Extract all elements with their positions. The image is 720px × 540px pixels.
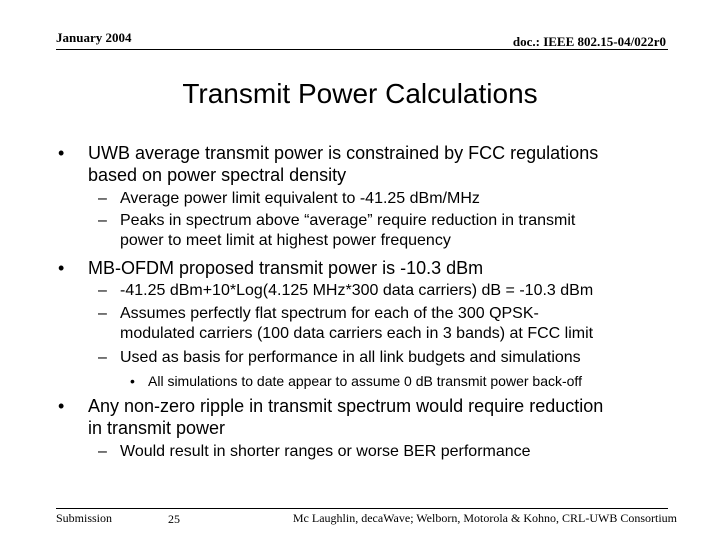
- bullet-2-sub-3-line-1: Used as basis for performance in all link budgets and simulations: [120, 349, 581, 366]
- dash-marker: –: [98, 443, 107, 460]
- bullet-2-sub-2-line-1: Assumes perfectly flat spectrum for each of the 300 QPSK-: [120, 305, 539, 322]
- bullet-2-sub-2-line-2: modulated carriers (100 data carriers each in 3 bands) at FCC limit: [120, 325, 594, 342]
- bullet-3-sub-1-line-1: Would result in shorter ranges or worse BER performance: [120, 443, 531, 460]
- footer-authors: Mc Laughlin, decaWave; Welborn, Motorola & Kohno, CRL-UWB Consortium: [292, 511, 677, 525]
- bullet-2-subsub-1-line-1: All simulations to date appear to assume 0 dB transmit power back-off: [148, 373, 582, 389]
- dash-marker: –: [98, 305, 107, 322]
- footer-rule: [56, 508, 668, 509]
- header-date: January 2004: [56, 30, 132, 45]
- bullet-1-line-1: UWB average transmit power is constrained by FCC regulations: [88, 143, 599, 163]
- dash-marker: –: [98, 349, 107, 366]
- bullet-1: [88, 142, 598, 186]
- bullet-3-sub-1: [120, 442, 531, 462]
- small-bullet-marker: •: [130, 373, 135, 389]
- bullet-marker: •: [58, 396, 65, 416]
- footer-page-number: 25: [168, 512, 180, 526]
- bullet-2-sub-1-line-1: -41.25 dBm+10*Log(4.125 MHz*300 data carriers) dB = -10.3 dBm: [120, 282, 594, 299]
- bullet-1-sub-2-line-1: Peaks in spectrum above “average” require reduction in transmit: [120, 212, 576, 229]
- slide-title: Transmit Power Calculations: [182, 78, 538, 109]
- bullet-1-sub-2-line-2: power to meet limit at highest power frequency: [120, 232, 451, 249]
- bullet-1-sub-1: [120, 189, 480, 209]
- bullet-1-sub-2: [120, 211, 575, 251]
- bullet-2-sub-1: [120, 281, 593, 301]
- bullet-2-line-1: MB-OFDM proposed transmit power is -10.3 dBm: [88, 258, 484, 278]
- bullet-3-line-2: in transmit power: [88, 418, 226, 438]
- footer-submission: Submission: [56, 511, 113, 525]
- bullet-2-sub-3: [120, 348, 581, 368]
- bullet-marker: •: [58, 143, 65, 163]
- bullet-3-line-1: Any non-zero ripple in transmit spectrum would require reduction: [88, 396, 604, 416]
- dash-marker: –: [98, 190, 107, 207]
- header-doc-id: doc.: IEEE 802.15-04/022r0: [512, 34, 666, 49]
- dash-marker: –: [98, 282, 107, 299]
- bullet-1-sub-1-line-1: Average power limit equivalent to -41.25 dBm/MHz: [120, 190, 480, 207]
- bullet-marker: •: [58, 258, 65, 278]
- bullet-1-line-2: based on power spectral density: [88, 165, 347, 185]
- bullet-2-sub-2: [120, 304, 593, 344]
- bullet-2: [88, 257, 483, 279]
- bullet-2-subsub-1: [148, 372, 582, 390]
- bullet-3: [88, 395, 603, 439]
- dash-marker: –: [98, 212, 107, 229]
